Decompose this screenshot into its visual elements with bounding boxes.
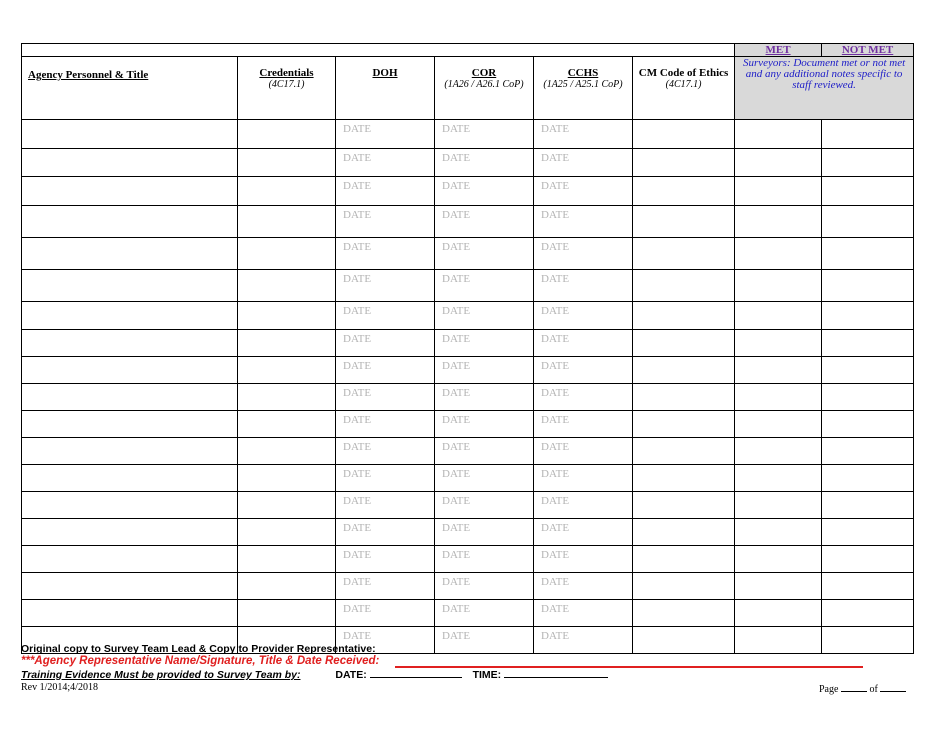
cor-date-cell[interactable]: DATE: [435, 357, 534, 384]
cm-code-of-ethics-cell[interactable]: [633, 238, 735, 270]
page-number: [819, 683, 906, 695]
cor-date-cell[interactable]: DATE: [435, 627, 534, 654]
not-met-cell[interactable]: [822, 384, 914, 411]
cor-code: (1A26 / A26.1 CoP): [444, 79, 524, 90]
cor-date-cell[interactable]: DATE: [435, 330, 534, 357]
cchs-date-cell[interactable]: DATE: [534, 270, 633, 302]
agency-personnel-cell[interactable]: [22, 573, 238, 600]
met-cell[interactable]: [735, 177, 822, 206]
credentials-cell[interactable]: [238, 302, 336, 330]
surveyor-note: Surveyors: Document met or not met and any additional notes specific to staff reviewed.: [735, 57, 914, 120]
doh-date-cell[interactable]: DATE: [336, 492, 435, 519]
table-row: [22, 357, 914, 384]
date-blank[interactable]: [370, 668, 462, 678]
met-cell[interactable]: [735, 411, 822, 438]
credentials-cell[interactable]: [238, 206, 336, 238]
table-row: [22, 465, 914, 492]
cm-code-of-ethics-cell[interactable]: [633, 438, 735, 465]
not-met-cell[interactable]: [822, 600, 914, 627]
credentials-cell[interactable]: [238, 330, 336, 357]
cchs-date-cell[interactable]: DATE: [534, 465, 633, 492]
cor-date-cell[interactable]: DATE: [435, 573, 534, 600]
cchs-date-cell[interactable]: DATE: [534, 357, 633, 384]
agency-personnel-cell[interactable]: [22, 411, 238, 438]
met-cell[interactable]: [735, 600, 822, 627]
not-met-cell[interactable]: [822, 465, 914, 492]
doh-header: [336, 57, 435, 120]
not-met-cell[interactable]: [822, 411, 914, 438]
revision-note: Rev 1/2014;4/2018: [21, 682, 98, 693]
not-met-cell[interactable]: [822, 627, 914, 654]
credentials-code: (4C17.1): [268, 79, 305, 90]
credentials-cell[interactable]: [238, 411, 336, 438]
credentials-cell[interactable]: [238, 573, 336, 600]
cor-date-cell[interactable]: DATE: [435, 270, 534, 302]
table-row: [22, 438, 914, 465]
not-met-cell[interactable]: [822, 270, 914, 302]
cchs-date-cell[interactable]: DATE: [534, 492, 633, 519]
table-row: [22, 492, 914, 519]
not-met-cell[interactable]: [822, 330, 914, 357]
table-row: [22, 546, 914, 573]
credentials-cell[interactable]: [238, 270, 336, 302]
of-label: of: [869, 684, 878, 695]
cor-date-cell[interactable]: DATE: [435, 238, 534, 270]
not-met-cell[interactable]: [822, 177, 914, 206]
cchs-date-cell[interactable]: DATE: [534, 177, 633, 206]
cchs-code: (1A25 / A25.1 CoP): [543, 79, 623, 90]
cor-date-cell[interactable]: DATE: [435, 411, 534, 438]
cm-code-of-ethics-cell[interactable]: [633, 206, 735, 238]
credentials-cell[interactable]: [238, 120, 336, 149]
met-header-row: [22, 44, 914, 57]
cchs-date-cell[interactable]: DATE: [534, 384, 633, 411]
credentials-cell[interactable]: [238, 600, 336, 627]
agency-personnel-cell[interactable]: [22, 546, 238, 573]
not-met-cell[interactable]: [822, 438, 914, 465]
table-row: [22, 206, 914, 238]
cm-code-of-ethics-cell[interactable]: [633, 120, 735, 149]
doh-title: DOH: [372, 67, 398, 79]
table-row: [22, 238, 914, 270]
cm-code-of-ethics-cell[interactable]: [633, 357, 735, 384]
doh-date-cell[interactable]: DATE: [336, 627, 435, 654]
cchs-date-cell[interactable]: DATE: [534, 573, 633, 600]
cchs-title: CCHS: [567, 67, 599, 79]
not-met-cell[interactable]: [822, 120, 914, 149]
cor-date-cell[interactable]: DATE: [435, 492, 534, 519]
cor-date-cell[interactable]: DATE: [435, 177, 534, 206]
training-evidence-label: Training Evidence Must be provided to Survey Team by:: [21, 669, 301, 681]
met-cell[interactable]: [735, 465, 822, 492]
doh-date-cell[interactable]: DATE: [336, 600, 435, 627]
doh-date-cell[interactable]: DATE: [336, 573, 435, 600]
not-met-cell[interactable]: [822, 519, 914, 546]
credentials-cell[interactable]: [238, 492, 336, 519]
doh-date-cell[interactable]: DATE: [336, 177, 435, 206]
table-row: [22, 270, 914, 302]
cor-date-cell[interactable]: DATE: [435, 465, 534, 492]
cchs-date-cell[interactable]: DATE: [534, 438, 633, 465]
not-met-cell[interactable]: [822, 149, 914, 177]
met-cell[interactable]: [735, 238, 822, 270]
agency-personnel-header: Agency Personnel & Title: [22, 57, 238, 120]
table-row: [22, 120, 914, 149]
credentials-title: Credentials: [259, 67, 314, 79]
agency-personnel-cell[interactable]: [22, 177, 238, 206]
credentials-cell[interactable]: [238, 519, 336, 546]
credentials-cell[interactable]: [238, 149, 336, 177]
credentials-cell[interactable]: [238, 177, 336, 206]
doh-date-cell[interactable]: DATE: [336, 330, 435, 357]
cor-date-cell[interactable]: DATE: [435, 600, 534, 627]
doh-date-cell[interactable]: DATE: [336, 384, 435, 411]
met-cell[interactable]: [735, 330, 822, 357]
agency-personnel-cell[interactable]: [22, 357, 238, 384]
met-cell[interactable]: [735, 149, 822, 177]
doh-date-cell[interactable]: DATE: [336, 411, 435, 438]
agency-representative-signature-label: ***Agency Representative Name/Signature, Title & Date Received:: [21, 655, 380, 667]
met-cell[interactable]: [735, 519, 822, 546]
cchs-date-cell[interactable]: DATE: [534, 600, 633, 627]
table-row: [22, 411, 914, 438]
met-label: MET: [735, 44, 822, 57]
credentials-cell[interactable]: [238, 384, 336, 411]
cm-code-of-ethics-cell[interactable]: [633, 600, 735, 627]
credentials-cell[interactable]: [238, 438, 336, 465]
table-row: [22, 177, 914, 206]
not-met-label: NOT MET: [822, 44, 914, 57]
page-blank[interactable]: [841, 683, 867, 692]
table-row: [22, 573, 914, 600]
cor-date-cell[interactable]: DATE: [435, 206, 534, 238]
doh-date-cell[interactable]: DATE: [336, 302, 435, 330]
doh-date-cell[interactable]: DATE: [336, 270, 435, 302]
agency-personnel-cell[interactable]: [22, 492, 238, 519]
cchs-date-cell[interactable]: DATE: [534, 238, 633, 270]
cm-code-of-ethics-cell[interactable]: [633, 411, 735, 438]
not-met-cell[interactable]: [822, 492, 914, 519]
met-cell[interactable]: [735, 384, 822, 411]
date-label: DATE:: [335, 669, 367, 681]
cm-code: (4C17.1): [665, 79, 702, 90]
cor-header: [435, 57, 534, 120]
cm-code-of-ethics-cell[interactable]: [633, 149, 735, 177]
training-evidence-line: [21, 668, 661, 681]
cor-date-cell[interactable]: DATE: [435, 438, 534, 465]
met-cell[interactable]: [735, 573, 822, 600]
not-met-cell[interactable]: [822, 206, 914, 238]
met-cell[interactable]: [735, 357, 822, 384]
doh-date-cell[interactable]: DATE: [336, 120, 435, 149]
table-row: [22, 302, 914, 330]
table-row: [22, 384, 914, 411]
of-blank[interactable]: [880, 683, 906, 692]
agency-personnel-cell[interactable]: [22, 384, 238, 411]
credentials-cell[interactable]: [238, 238, 336, 270]
cchs-date-cell[interactable]: DATE: [534, 206, 633, 238]
cchs-date-cell[interactable]: DATE: [534, 411, 633, 438]
doh-date-cell[interactable]: DATE: [336, 438, 435, 465]
cor-date-cell[interactable]: DATE: [435, 302, 534, 330]
doh-date-cell[interactable]: DATE: [336, 206, 435, 238]
cor-date-cell[interactable]: DATE: [435, 120, 534, 149]
doh-date-cell[interactable]: DATE: [336, 357, 435, 384]
credentials-cell[interactable]: [238, 357, 336, 384]
time-label: TIME:: [472, 669, 502, 681]
cchs-date-cell[interactable]: DATE: [534, 302, 633, 330]
doh-date-cell[interactable]: DATE: [336, 519, 435, 546]
credentials-cell[interactable]: [238, 465, 336, 492]
met-cell[interactable]: [735, 546, 822, 573]
cm-code-of-ethics-cell[interactable]: [633, 330, 735, 357]
agency-personnel-cell[interactable]: [22, 206, 238, 238]
cor-date-cell[interactable]: DATE: [435, 149, 534, 177]
agency-personnel-cell[interactable]: [22, 600, 238, 627]
cm-code-of-ethics-cell[interactable]: [633, 270, 735, 302]
agency-personnel-cell[interactable]: [22, 238, 238, 270]
cchs-date-cell[interactable]: DATE: [534, 149, 633, 177]
cchs-date-cell[interactable]: DATE: [534, 519, 633, 546]
doh-date-cell[interactable]: DATE: [336, 238, 435, 270]
met-cell[interactable]: [735, 438, 822, 465]
credentials-cell[interactable]: [238, 546, 336, 573]
cm-code-of-ethics-title: CM Code of Ethics: [638, 67, 729, 79]
column-header-row: [22, 57, 914, 120]
cm-code-of-ethics-cell[interactable]: [633, 177, 735, 206]
original-copy-note: Original copy to Survey Team Lead & Copy to Provider Representative:: [21, 643, 376, 655]
doh-date-cell[interactable]: DATE: [336, 465, 435, 492]
met-cell[interactable]: [735, 492, 822, 519]
cm-code-of-ethics-cell[interactable]: [633, 573, 735, 600]
not-met-cell[interactable]: [822, 573, 914, 600]
time-blank[interactable]: [504, 668, 608, 678]
cor-date-cell[interactable]: DATE: [435, 384, 534, 411]
cm-code-of-ethics-header: [633, 57, 735, 120]
top-blank-cell: [22, 44, 735, 57]
cchs-date-cell[interactable]: DATE: [534, 546, 633, 573]
cm-code-of-ethics-cell[interactable]: [633, 302, 735, 330]
agency-personnel-cell[interactable]: [22, 519, 238, 546]
agency-personnel-cell[interactable]: [22, 270, 238, 302]
cm-code-of-ethics-cell[interactable]: [633, 546, 735, 573]
agency-personnel-cell[interactable]: [22, 302, 238, 330]
met-cell[interactable]: [735, 302, 822, 330]
table-row: [22, 519, 914, 546]
cor-title: COR: [471, 67, 497, 79]
table-row: [22, 600, 914, 627]
credentials-header: [238, 57, 336, 120]
cm-code-of-ethics-cell[interactable]: [633, 492, 735, 519]
table-row: [22, 330, 914, 357]
cchs-header: [534, 57, 633, 120]
cchs-date-cell[interactable]: DATE: [534, 627, 633, 654]
personnel-review-table: [21, 43, 914, 654]
met-cell[interactable]: [735, 206, 822, 238]
cor-date-cell[interactable]: DATE: [435, 519, 534, 546]
agency-personnel-cell[interactable]: [22, 465, 238, 492]
doh-date-cell[interactable]: DATE: [336, 546, 435, 573]
cor-date-cell[interactable]: DATE: [435, 546, 534, 573]
cm-code-of-ethics-cell[interactable]: [633, 465, 735, 492]
agency-personnel-cell[interactable]: [22, 149, 238, 177]
not-met-cell[interactable]: [822, 238, 914, 270]
cchs-date-cell[interactable]: DATE: [534, 120, 633, 149]
met-cell[interactable]: [735, 120, 822, 149]
cm-code-of-ethics-cell[interactable]: [633, 384, 735, 411]
met-cell[interactable]: [735, 270, 822, 302]
cchs-date-cell[interactable]: DATE: [534, 330, 633, 357]
agency-personnel-cell[interactable]: [22, 438, 238, 465]
agency-personnel-cell[interactable]: [22, 330, 238, 357]
doh-date-cell[interactable]: DATE: [336, 149, 435, 177]
page-label: Page: [819, 684, 839, 695]
not-met-cell[interactable]: [822, 302, 914, 330]
cm-code-of-ethics-cell[interactable]: [633, 519, 735, 546]
met-cell[interactable]: [735, 627, 822, 654]
table-row: [22, 149, 914, 177]
agency-personnel-cell[interactable]: [22, 120, 238, 149]
cm-code-of-ethics-cell[interactable]: [633, 627, 735, 654]
not-met-cell[interactable]: [822, 546, 914, 573]
not-met-cell[interactable]: [822, 357, 914, 384]
